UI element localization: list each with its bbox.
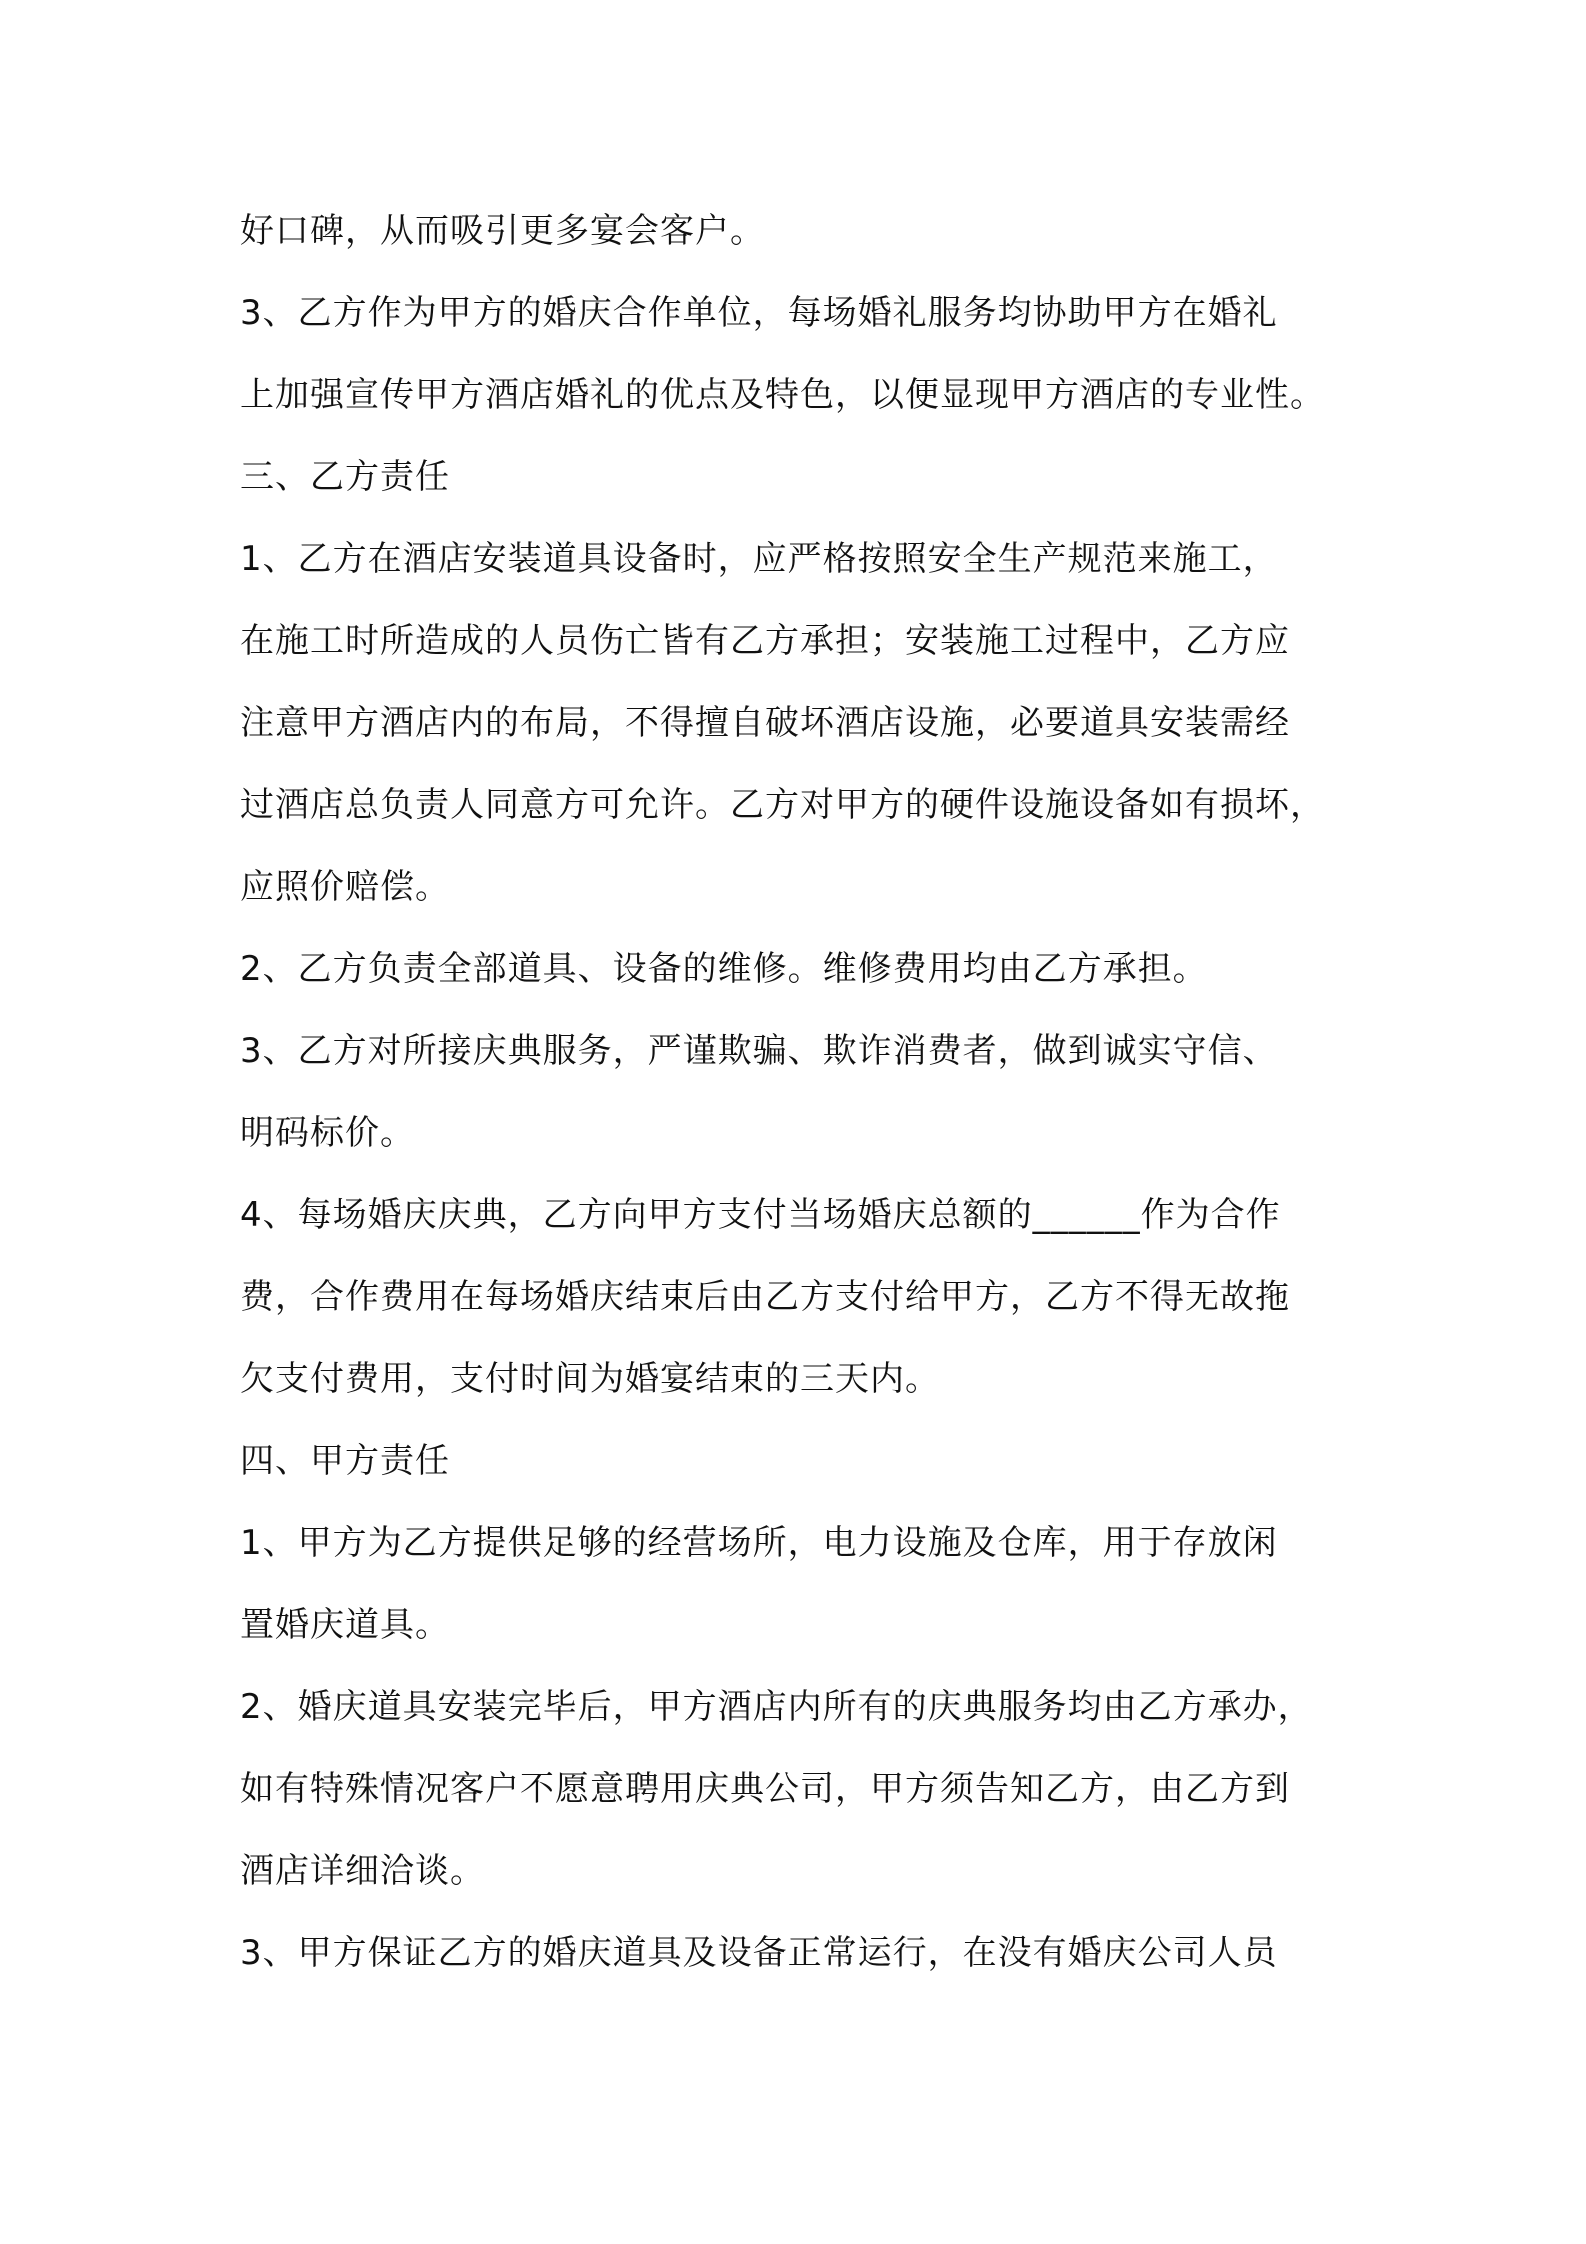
text-line: 过酒店总负责人同意方可允许。乙方对甲方的硬件设施设备如有损坏， xyxy=(240,785,1325,825)
text-line: 上加强宣传甲方酒店婚礼的优点及特色，以便显现甲方酒店的专业性。 xyxy=(240,375,1325,415)
text-line: 明码标价。 xyxy=(240,1113,415,1153)
text-line: 在施工时所造成的人员伤亡皆有乙方承担；安装施工过程中，乙方应 xyxy=(240,621,1290,661)
text-line: 1、乙方在酒店安装道具设备时，应严格按照安全生产规范来施工， xyxy=(240,539,1278,579)
text-line: 3、乙方对所接庆典服务，严谨欺骗、欺诈消费者，做到诚实守信、 xyxy=(240,1031,1278,1071)
text-line: 3、甲方保证乙方的婚庆道具及设备正常运行，在没有婚庆公司人员 xyxy=(240,1933,1278,1973)
text-line: 4、每场婚庆庆典，乙方向甲方支付当场婚庆总额的______作为合作 xyxy=(240,1195,1281,1235)
text-line: 置婚庆道具。 xyxy=(240,1605,450,1645)
text-line: 2、乙方负责全部道具、设备的维修。维修费用均由乙方承担。 xyxy=(240,949,1208,989)
text-line: 费，合作费用在每场婚庆结束后由乙方支付给甲方，乙方不得无故拖 xyxy=(240,1277,1290,1317)
text-line: 欠支付费用，支付时间为婚宴结束的三天内。 xyxy=(240,1359,940,1399)
text-line: 酒店详细洽谈。 xyxy=(240,1851,485,1891)
text-line: 如有特殊情况客户不愿意聘用庆典公司，甲方须告知乙方，由乙方到 xyxy=(240,1769,1290,1809)
document-body xyxy=(240,190,1370,1994)
section-heading: 三、乙方责任 xyxy=(240,457,450,497)
text-line: 应照价赔偿。 xyxy=(240,867,450,907)
text-line: 2、婚庆道具安装完毕后，甲方酒店内所有的庆典服务均由乙方承办， xyxy=(240,1687,1313,1727)
text-line: 3、乙方作为甲方的婚庆合作单位，每场婚礼服务均协助甲方在婚礼 xyxy=(240,293,1278,333)
text-line: 注意甲方酒店内的布局，不得擅自破坏酒店设施，必要道具安装需经 xyxy=(240,703,1290,743)
text-line: 1、甲方为乙方提供足够的经营场所，电力设施及仓库，用于存放闲 xyxy=(240,1523,1278,1563)
text-line: 好口碑，从而吸引更多宴会客户。 xyxy=(240,211,765,251)
section-heading: 四、甲方责任 xyxy=(240,1441,450,1481)
